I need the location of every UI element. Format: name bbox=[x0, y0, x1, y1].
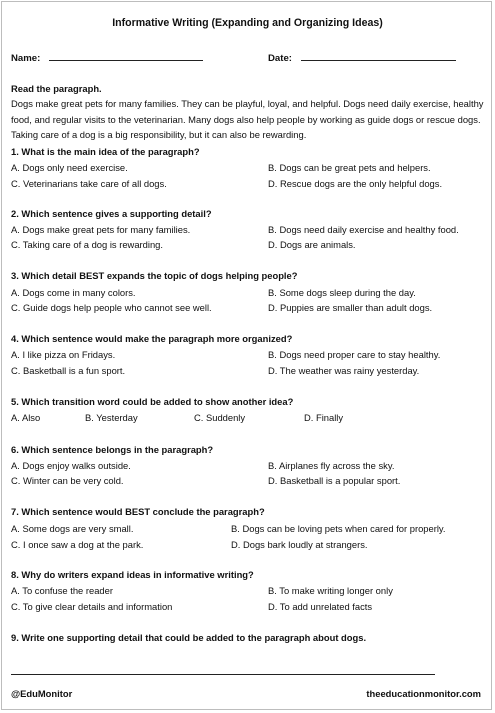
question-3: 3. Which detail BEST expands the topic of dogs helping people? bbox=[11, 270, 298, 281]
reading-paragraph: Dogs make great pets for many families. They can be playful, loyal, and helpful. Dogs need daily exercise, healthy food, and regular visits to the veterinarian. Many dogs also help people by working as guide dogs or rescue dogs. Taking care of a dog is a big responsibility, but it can also be rewarding. bbox=[11, 98, 484, 140]
q4-option-d[interactable]: D. The weather was rainy yesterday. bbox=[268, 365, 420, 376]
q2-option-d[interactable]: D. Dogs are animals. bbox=[268, 239, 356, 250]
question-8: 8. Why do writers expand ideas in informative writing? bbox=[11, 569, 254, 580]
question-2: 2. Which sentence gives a supporting detail? bbox=[11, 208, 212, 219]
q3-option-b[interactable]: B. Some dogs sleep during the day. bbox=[268, 287, 416, 298]
q1-option-b[interactable]: B. Dogs can be great pets and helpers. bbox=[268, 162, 431, 173]
q7-option-c[interactable]: C. I once saw a dog at the park. bbox=[11, 539, 144, 550]
q4-option-a[interactable]: A. I like pizza on Fridays. bbox=[11, 349, 116, 360]
q2-option-b[interactable]: B. Dogs need daily exercise and healthy food. bbox=[268, 224, 459, 235]
q3-option-a[interactable]: A. Dogs come in many colors. bbox=[11, 287, 136, 298]
name-line[interactable] bbox=[49, 51, 203, 61]
q7-option-a[interactable]: A. Some dogs are very small. bbox=[11, 523, 134, 534]
date-line[interactable] bbox=[301, 51, 456, 61]
q6-option-a[interactable]: A. Dogs enjoy walks outside. bbox=[11, 460, 131, 471]
q7-option-b[interactable]: B. Dogs can be loving pets when cared for properly. bbox=[231, 523, 446, 534]
q4-option-b[interactable]: B. Dogs need proper care to stay healthy. bbox=[268, 349, 441, 360]
name-label: Name: bbox=[11, 53, 41, 64]
q3-option-c[interactable]: C. Guide dogs help people who cannot see well. bbox=[11, 302, 212, 313]
footer-right: theeducationmonitor.com bbox=[366, 688, 481, 699]
question-4: 4. Which sentence would make the paragraph more organized? bbox=[11, 333, 293, 344]
q1-option-d[interactable]: D. Rescue dogs are the only helpful dogs. bbox=[268, 178, 443, 189]
q2-option-a[interactable]: A. Dogs make great pets for many families. bbox=[11, 224, 191, 235]
q8-option-d[interactable]: D. To add unrelated facts bbox=[268, 601, 373, 612]
q6-option-b[interactable]: B. Airplanes fly across the sky. bbox=[268, 460, 395, 471]
q7-option-d[interactable]: D. Dogs bark loudly at strangers. bbox=[231, 539, 368, 550]
q1-option-a[interactable]: A. Dogs only need exercise. bbox=[11, 162, 128, 173]
q6-option-c[interactable]: C. Winter can be very cold. bbox=[11, 475, 124, 486]
question-6: 6. Which sentence belongs in the paragraph? bbox=[11, 444, 214, 455]
q8-option-b[interactable]: B. To make writing longer only bbox=[268, 585, 393, 596]
question-9: 9. Write one supporting detail that could be added to the paragraph about dogs. bbox=[11, 632, 367, 643]
q8-option-c[interactable]: C. To give clear details and information bbox=[11, 601, 173, 612]
q2-option-c[interactable]: C. Taking care of a dog is rewarding. bbox=[11, 239, 163, 250]
question-7: 7. Which sentence would BEST conclude the paragraph? bbox=[11, 506, 265, 517]
q3-option-d[interactable]: D. Puppies are smaller than adult dogs. bbox=[268, 302, 433, 313]
q4-option-c[interactable]: C. Basketball is a fun sport. bbox=[11, 365, 126, 376]
q6-option-d[interactable]: D. Basketball is a popular sport. bbox=[268, 475, 401, 486]
footer-left: @EduMonitor bbox=[11, 688, 73, 699]
date-field[interactable] bbox=[268, 51, 456, 64]
answer-line[interactable] bbox=[11, 674, 435, 675]
read-instruction: Read the paragraph. bbox=[11, 83, 102, 94]
q5-option-a[interactable]: A. Also bbox=[11, 412, 41, 423]
q5-option-b[interactable]: B. Yesterday bbox=[85, 412, 138, 423]
q8-option-a[interactable]: A. To confuse the reader bbox=[11, 585, 113, 596]
question-1: 1. What is the main idea of the paragraph? bbox=[11, 146, 200, 157]
date-label: Date: bbox=[268, 53, 292, 64]
name-field[interactable] bbox=[11, 51, 203, 64]
q5-option-c[interactable]: C. Suddenly bbox=[194, 412, 246, 423]
worksheet-title: Informative Writing (Expanding and Organizing Ideas) bbox=[112, 17, 383, 29]
q5-option-d[interactable]: D. Finally bbox=[304, 412, 344, 423]
q1-option-c[interactable]: C. Veterinarians take care of all dogs. bbox=[11, 178, 167, 189]
question-5: 5. Which transition word could be added to show another idea? bbox=[11, 396, 294, 407]
